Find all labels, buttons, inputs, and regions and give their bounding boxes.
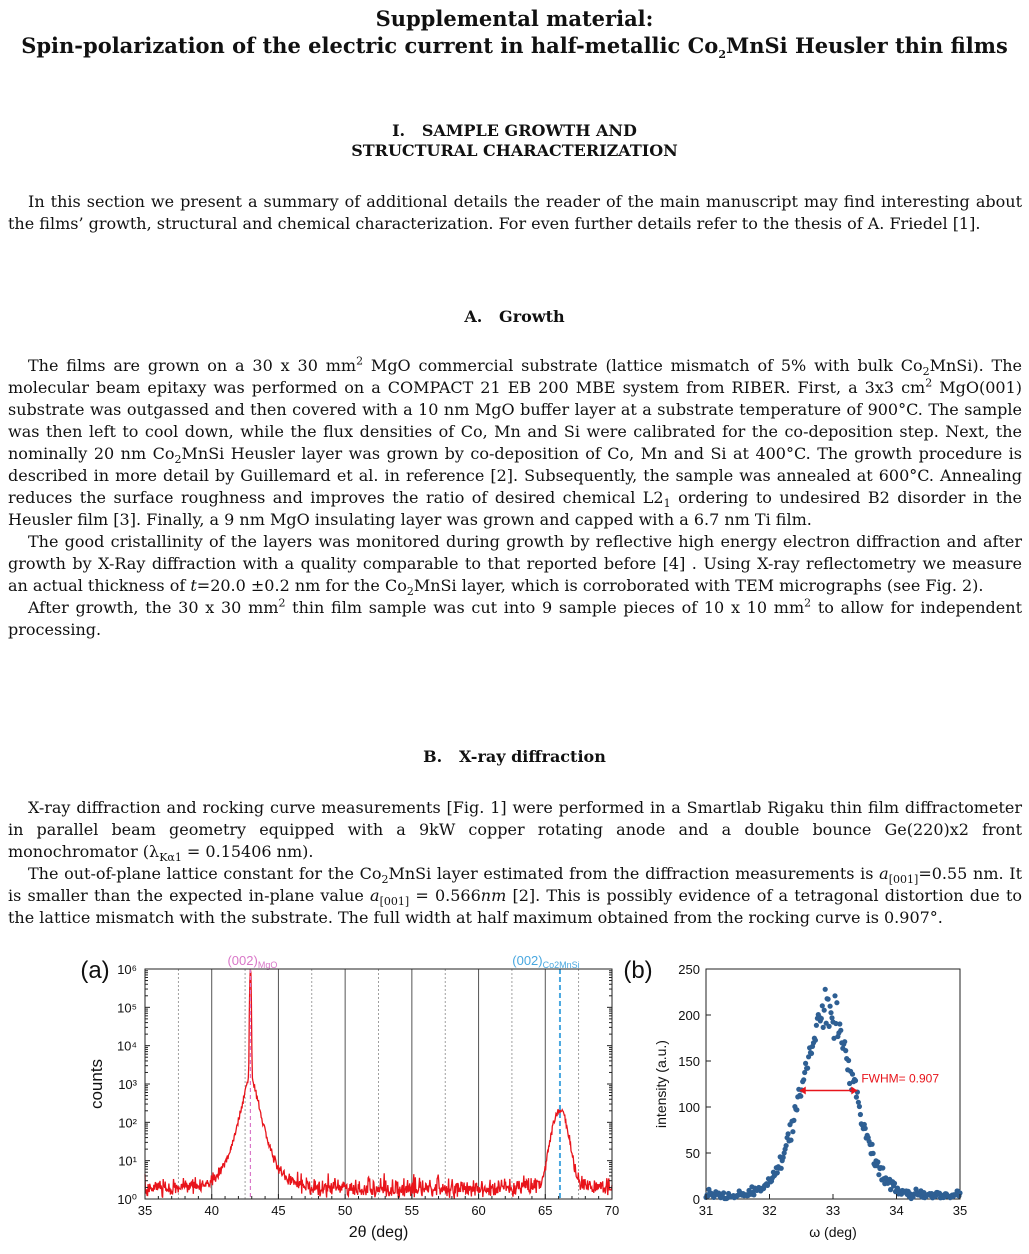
data-point-b [832,993,837,998]
y-tick-label-a: 10¹ [118,1153,137,1169]
data-point-b [870,1142,875,1147]
data-point-b [794,1107,799,1112]
section-1-heading-line2: STRUCTURAL CHARACTERIZATION [351,141,678,160]
x-tick-label-a: 45 [271,1203,286,1218]
title-line-1: Supplemental material: [375,6,654,31]
data-point-b [837,1021,842,1026]
data-point-b [813,1038,818,1043]
sub: 2 [174,453,182,467]
y-tick-label-a: 10³ [118,1077,137,1092]
sub: 2 [381,873,389,887]
sub: Kα1 [159,851,182,865]
section-b-heading: B. X-ray diffraction [423,747,606,766]
sub: 2 [922,365,930,379]
data-point-b [834,1000,839,1005]
peak-label-co2mnsi: $(002)_{Co2MnSi}$ [512,954,580,970]
y-tick-label-b: 100 [678,1100,700,1115]
data-point-b [791,1118,796,1123]
text: The out-of-plane lattice constant for the Co [28,864,382,883]
title-sub: 2 [718,48,726,62]
data-point-b [786,1131,791,1136]
text: After growth, the 30 x 30 mm [28,598,279,617]
x-tick-label-a: 70 [604,1203,620,1218]
data-point-b [876,1172,881,1177]
sub: [001] [888,873,919,887]
x-tick-label-a: 65 [538,1203,553,1218]
text: [2]. This is possibly evidence of a tetragonal distortion due to the lattice mismatch with the substrate. The full width at half maximum obtained from the rocking curve is 0.907°. [8,886,1023,927]
data-point-b [858,1112,863,1117]
figure-1 [0,954,1029,1254]
series-a-xrd-scan [145,969,612,1199]
data-point-b [821,1025,826,1030]
text: MnSi layer estimated from the diffraction measurements is [388,864,880,883]
y-axis-title-b: intensity (a.u.) [653,1040,669,1128]
growth-paragraph-2 [8,531,1022,597]
text: = 0.566 [409,886,481,905]
data-point-b [871,1151,876,1156]
y-tick-label-b: 0 [692,1192,700,1207]
text: The films are grown on a 30 x 30 mm [28,356,357,375]
text: X-ray diffraction and rocking curve measurements [Fig. 1] were performed in a Smartlab Rigaku thin film diffractometer in parallel beam geometry equipped with a 9kW copper rotating anode and a double bounce Ge(220)x2 front monochromator (λ [8,798,1022,861]
xrd-paragraph-2 [8,863,1022,929]
data-point-b [779,1166,784,1171]
x-tick-label-a: 55 [404,1203,420,1218]
data-point-b [781,1155,786,1160]
growth-paragraph-1 [8,355,1022,531]
sup: 2 [925,376,933,390]
y-tick-label-b: 250 [678,962,700,977]
x-tick-label-a: 40 [204,1203,219,1218]
x-tick-label-a: 50 [337,1203,353,1218]
italic: a [879,864,889,883]
data-point-b [803,1061,808,1066]
data-point-b [819,1016,824,1021]
x-tick-label-b: 33 [825,1203,841,1218]
y-tick-label-b: 150 [678,1054,700,1069]
x-tick-label-b: 35 [952,1203,968,1218]
sub: 2 [406,585,414,599]
x-axis-title-b: ω (deg) [809,1224,857,1240]
data-point-b [875,1159,880,1164]
data-point-b [805,1066,810,1071]
data-point-b [846,1058,851,1063]
text: =0.55 nm. It is smaller than the expected in-plane value [8,864,1022,905]
data-point-b [788,1138,793,1143]
sup: 2 [278,596,286,610]
peak-label-mgo: $(002)_{MgO}$ [227,954,278,970]
growth-paragraph-3 [8,597,1022,641]
italic: a [370,886,380,905]
section-1-intro [8,191,1022,235]
xrd-paragraph-1 [8,797,1022,863]
text: MgO commercial substrate (lattice mismatch of 5% with bulk Co [363,356,923,375]
text: MgO(001) substrate was outgassed and then covered with a 10 nm MgO buffer layer at a substrate temperature of 900°C. The sample was then left to cool down, while the flux densities of Co, Mn and Si were calibrated for the co-deposition step. Next, the nominally 20 nm Co [8,378,1022,463]
section-a-body [8,355,1022,641]
y-tick-label-a: 10⁴ [116,1038,137,1054]
data-point-b [801,1077,806,1082]
y-tick-label-a: 10⁶ [117,962,137,977]
data-point-b [838,1028,843,1033]
data-point-b [863,1126,868,1131]
data-point-b [790,1129,795,1134]
y-tick-label-a: 10² [118,1115,137,1131]
title-text-a: Spin-polarization of the electric current in half-metallic Co [21,33,719,58]
y-tick-label-b: 50 [685,1146,700,1161]
text: = 0.15406 nm). [181,842,314,861]
italic: nm [480,886,507,905]
y-tick-label-a: 10⁵ [117,1000,137,1016]
x-axis-title-a: 2θ (deg) [348,1224,409,1241]
text: ordering to undesired B2 disorder in the Heusler film [3]. Finally, a 9 nm MgO insulating layer was grown and capped with a 6.7 nm Ti film. [8,488,1023,529]
section-1-heading [0,121,1029,161]
data-point-b [826,997,831,1002]
italic: t [190,576,197,595]
text: to allow for independent processing. [8,598,1023,639]
data-point-b [850,1072,855,1077]
data-point-b [857,1104,862,1109]
x-tick-label-b: 32 [762,1203,777,1218]
data-point-b [784,1143,789,1148]
data-point-b [827,1024,832,1029]
data-point-b [809,1051,814,1056]
data-point-b [854,1095,859,1100]
data-point-b [843,1048,848,1053]
data-point-b [798,1094,803,1099]
text: thin film sample was cut into 9 sample pieces of 10 x 10 mm [285,598,805,617]
data-point-b [814,1023,819,1028]
fwhm-annotation: FWHM= 0.907 [861,1071,940,1086]
data-point-b [892,1181,897,1186]
title-text-b: MnSi Heusler thin films [725,33,1008,58]
text: MnSi). The molecular beam epitaxy was performed on a COMPACT 21 EB 200 MBE system from RIBER. First, a 3x3 cm [8,356,1022,397]
y-tick-label-b: 200 [678,1008,700,1023]
x-tick-label-a: 60 [471,1203,486,1218]
plot-frame-a [145,969,612,1199]
x-tick-label-a: 35 [137,1203,153,1218]
section-b-body [8,797,1022,929]
text: MnSi Heusler layer was grown by co-deposition of Co, Mn and Si at 400°C. The growth procedure is described in more detail by Guillemard et al. in reference [2]. Subsequently, the sample was annealed at 600°C. Annealing reduces the surface roughness and improves the ratio of desired chemical L2 [8,444,1023,507]
text: MnSi layer, which is corroborated with TEM micrographs (see Fig. 2). [413,576,984,595]
title-line-2 [0,32,1029,62]
intro-text: In this section we present a summary of additional details the reader of the main manuscript may find interesting about the films’ growth, structural and chemical characterization. For even further details refer to the thesis of A. Friedel [1]. [8,192,1022,233]
text: The good cristallinity of the layers was monitored during growth by reflective high energy electron diffraction and after growth by X-Ray diffraction with a quality comparable to that reported before [4] . Using X-ray reflectometry we measure an actual thickness of [8,532,1022,595]
data-point-b [828,1010,833,1015]
sub: 1 [663,497,671,511]
text: =20.0 ±0.2 nm for the Co [196,576,407,595]
data-point-b [721,1190,726,1195]
sub: [001] [379,895,410,909]
data-point-b [880,1165,885,1170]
panel-a-label: (a) [80,957,110,984]
data-point-b [775,1170,780,1175]
section-a-heading: A. Growth [464,307,565,326]
data-point-b [853,1078,858,1083]
data-point-b [842,1039,847,1044]
x-tick-label-b: 31 [698,1203,714,1218]
paper-title [0,5,1029,62]
y-tick-label-a: 10⁰ [117,1192,137,1207]
panel-b-label: (b) [623,957,653,984]
sup: 2 [356,354,364,368]
y-axis-title-a: counts [87,1058,106,1110]
data-point-b [828,1004,833,1009]
section-1-heading-line1: I. SAMPLE GROWTH AND [392,121,637,140]
sup: 2 [804,596,812,610]
data-point-b [822,1008,827,1013]
data-point-b [751,1192,756,1197]
data-point-b [823,987,828,992]
x-tick-label-b: 34 [889,1203,904,1218]
